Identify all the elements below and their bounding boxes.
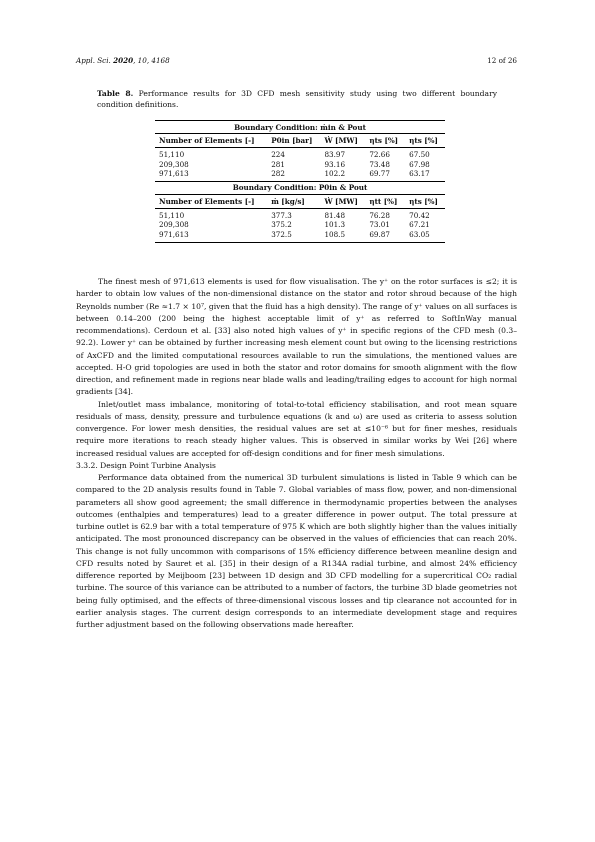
- table-row: [155, 220, 445, 230]
- table-cell: 224: [271, 150, 285, 159]
- table-row: [155, 208, 445, 220]
- table-cell: 51,110: [159, 210, 185, 220]
- table-cell: 70.42: [409, 210, 430, 220]
- table-caption: [97, 88, 497, 110]
- table-cell: 281: [271, 159, 285, 169]
- table-cell: 67.98: [409, 159, 430, 169]
- table-cell: 209,308: [159, 220, 189, 230]
- col-header: ηts [%]: [405, 194, 445, 208]
- table-cell: 73.01: [369, 220, 390, 230]
- col-header: ṁ [kg/s]: [267, 194, 320, 208]
- table-row: [155, 230, 445, 242]
- table-cell: 67.21: [409, 220, 430, 230]
- table-cell: 63.17: [405, 169, 445, 181]
- table-condition-row: [155, 121, 445, 134]
- journal-year: 2020: [113, 56, 134, 65]
- table-cell: 67.50: [409, 150, 430, 159]
- table-cell: 63.05: [405, 230, 445, 242]
- table-cell: 377.3: [271, 210, 292, 220]
- boundary-condition-1: Boundary Condition: ṁin & Pout: [155, 121, 445, 134]
- paragraph-mesh: The finest mesh of 971,613 elements is used for flow visualisation. The y⁺ on the rotor surfaces is ≤2; it is harder to obtain low values of the non-dimensional distance on the stator and rotor shroud because of the high Reynolds number (Re ≈1.7 × 10⁷, given that the fluid has a high density). The range of y⁺ values on all surfaces is between 0.14–200 (200 being the highest acceptable limit of y⁺ as referred to SoftInWay manual recommendations). Cerdoun et al. [33] also noted high values of y⁺ in specific regions of the CFD mesh (0.3–92.2). Lower y⁺ can be obtained by further increasing mesh element count but owing to the licensing restrictions of AxCFD and the limited computational resources available to run the simulations, the mentioned values are accepted. H-O grid topologies are used in both the stator and rotor domains for smooth alignment with the flow direction, and refinement made in regions near blade walls and leading/trailing edges to account for high normal gradients [34].: [76, 277, 517, 397]
- table-cell: 102.2: [320, 169, 365, 181]
- table-header-row: [155, 134, 445, 148]
- table-cell: 108.5: [320, 230, 365, 242]
- table-header-row: [155, 194, 445, 208]
- col-header: P0in [bar]: [267, 134, 320, 148]
- col-header: Number of Elements [-]: [155, 134, 267, 148]
- journal-volume: , 10, 4168: [133, 56, 170, 65]
- col-header: Ẇ [MW]: [320, 134, 365, 148]
- body-text: [76, 276, 517, 631]
- table-label: Table 8.: [97, 89, 134, 98]
- table-cell: 971,613: [155, 230, 267, 242]
- table-cell: 375.2: [271, 220, 292, 230]
- col-header: ηtt [%]: [365, 194, 405, 208]
- table-cell: 73.48: [369, 159, 390, 169]
- table-cell: 72.66: [369, 150, 390, 159]
- journal-citation: [76, 56, 170, 65]
- table-cell: 971,613: [155, 169, 267, 181]
- table-cell: 372.5: [267, 230, 320, 242]
- table-cell: 83.97: [324, 150, 346, 159]
- table-cell: 69.77: [365, 169, 405, 181]
- table-cell: 282: [267, 169, 320, 181]
- table-cell: 69.87: [365, 230, 405, 242]
- table-row: [155, 169, 445, 181]
- boundary-condition-2: Boundary Condition: P0in & Pout: [155, 181, 445, 194]
- col-header: ηts [%]: [365, 134, 405, 148]
- table-cell: 209,308: [159, 159, 189, 169]
- page-header: [76, 56, 517, 65]
- table-cell: 101.3: [324, 220, 346, 230]
- table-cell: 51,110: [159, 150, 185, 159]
- col-header: Ẇ [MW]: [320, 194, 365, 208]
- table-condition-row: [155, 181, 445, 194]
- table-caption-text: Performance results for 3D CFD mesh sensitivity study using two different boundary condition definitions.: [97, 89, 497, 109]
- table-cell: 76.28: [369, 210, 390, 220]
- table-cell: 93.16: [324, 159, 346, 169]
- paragraph-convergence: Inlet/outlet mass imbalance, monitoring of total-to-total efficiency stabilisation, and root mean square residuals of mass, density, pressure and turbulence equations (k and ω) are used as criteria to assess solution convergence. For lower mesh densities, the residual values are set at ≤10⁻⁶ but for finer meshes, residuals require more iterations to reach steady higher values. This is observed in similar works by Wei [26] where increased residual values are accepted for off-design conditions and for finer mesh simulations.: [76, 399, 517, 458]
- col-header: Number of Elements [-]: [155, 194, 267, 208]
- table-row: [155, 160, 445, 170]
- performance-table: [155, 120, 445, 243]
- journal-name: Appl. Sci.: [76, 56, 111, 65]
- subsection-heading: 3.3.2. Design Point Turbine Analysis: [76, 460, 216, 470]
- table-cell: 81.48: [324, 210, 346, 220]
- paragraph-design-point: Performance data obtained from the numerical 3D turbulent simulations is listed in Table 9 which can be compared to the 2D analysis results found in Table 7. Global variables of mass flow, power, and non-dimensional parameters all show good agreement; the small difference in thermodynamic properties between the analyses outcomes (enthalpies and temperatures) lead to a greater difference in power output. The total pressure at turbine outlet is 62.9 bar with a total temperature of 975 K which are both slightly higher than the values initially anticipated. The most pronounced discrepancy can be observed in the values of efficiencies that can reach 20%. This change is not fully uncommon with comparisons of 15% efficiency difference between meanline design and CFD results noted by Sauret et al. [35] in their design of a R134A radial turbine, and almost 24% efficiency difference reported by Meijboom [23] between 1D design and 3D CFD modelling for a supercritical CO₂ radial turbine. The source of this variance can be attributed to a number of factors, the turbine 3D blade geometries not being fully optimised, and the effects of three-dimensional viscous losses and tip clearance not accounted for in earlier analysis stages. The current design corresponds to an intermediate development stage and requires further adjustment based on the following observations made hereafter.: [76, 473, 517, 629]
- page-number: 12 of 26: [487, 56, 517, 65]
- col-header: ηts [%]: [405, 134, 445, 148]
- table-row: [155, 148, 445, 160]
